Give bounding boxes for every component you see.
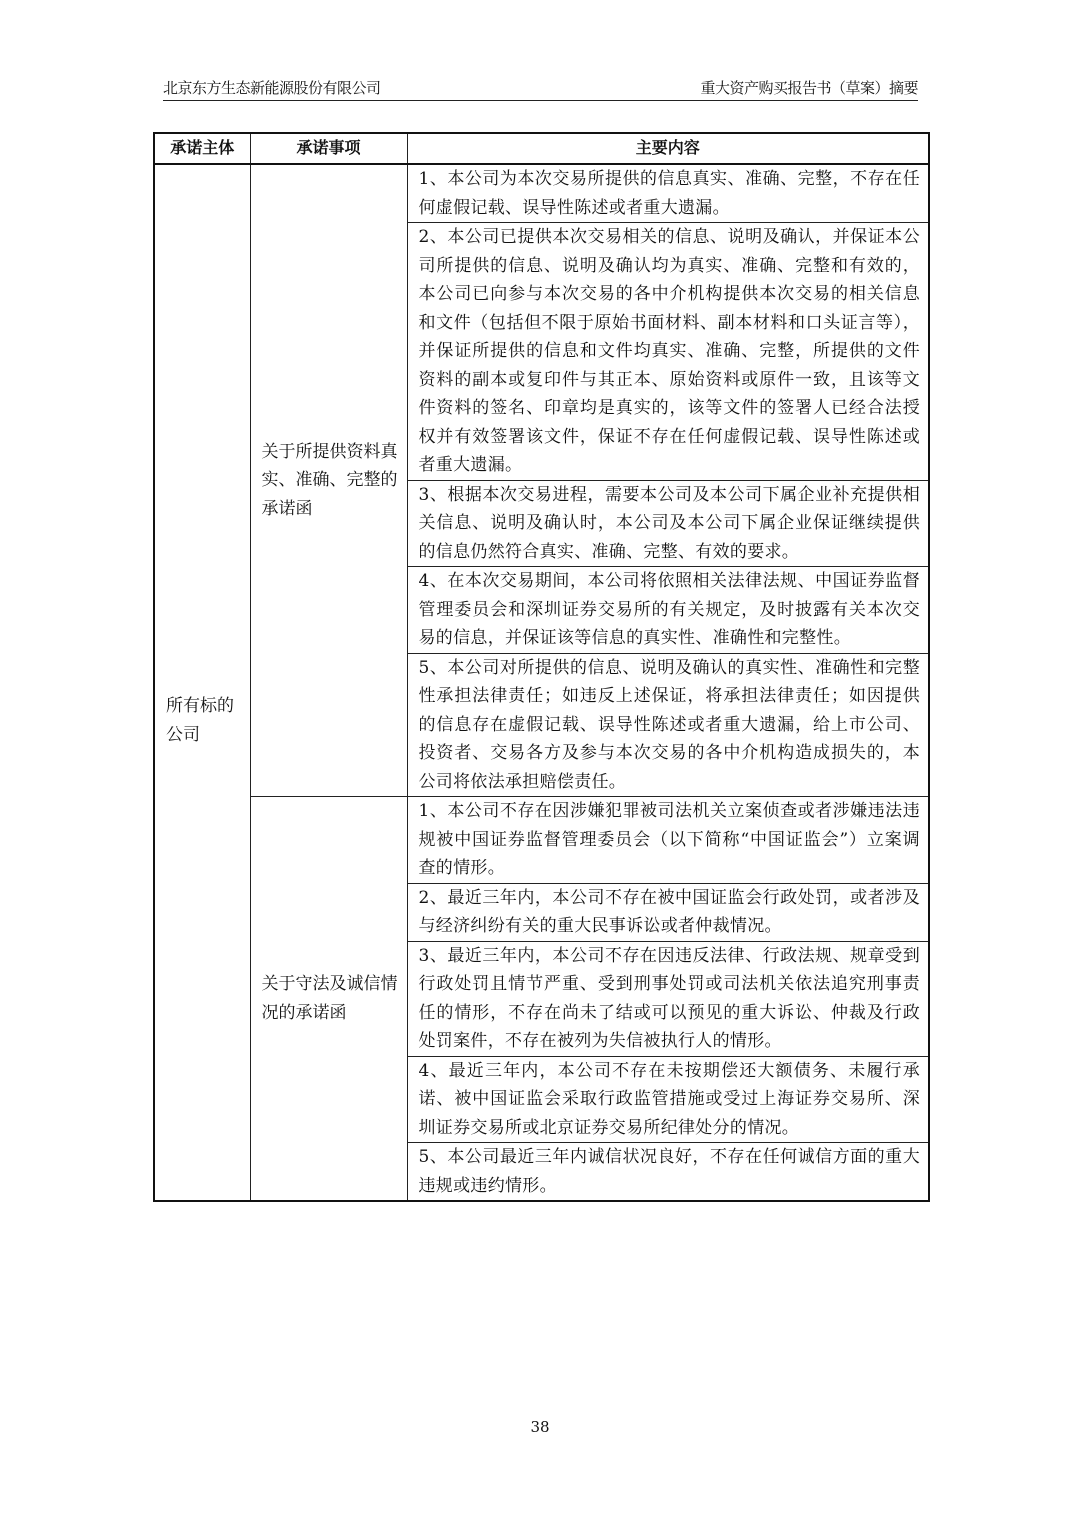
commitment-item-cell: 关于守法及诚信情况的承诺函 <box>250 797 407 1202</box>
content-cell: 2、最近三年内，本公司不存在被中国证监会行政处罚，或者涉及与经济纠纷有关的重大民事诉讼或者仲裁情况。 <box>407 883 929 941</box>
page-number: 38 <box>530 1418 550 1436</box>
header-company-name: 北京东方生态新能源股份有限公司 <box>163 79 381 97</box>
content-cell: 4、在本次交易期间，本公司将依照相关法律法规、中国证券监督管理委员会和深圳证券交易所的有关规定，及时披露有关本次交易的信息，并保证该等信息的真实性、准确性和完整性。 <box>407 567 929 654</box>
table-header-row <box>154 133 929 164</box>
content-cell: 3、最近三年内，本公司不存在因违反法律、行政法规、规章受到行政处罚且情节严重、受到刑事处罚或司法机关依法追究刑事责任的情形，不存在尚未了结或可以预见的重大诉讼、仲裁及行政处罚案件，不存在被列为失信被执行人的情形。 <box>407 941 929 1056</box>
page-header <box>163 78 918 101</box>
content-cell: 2、本公司已提供本次交易相关的信息、说明及确认，并保证本公司所提供的信息、说明及确认均为真实、准确、完整和有效的，本公司已向参与本次交易的各中介机构提供本次交易的相关信息和文件（包括但不限于原始书面材料、副本材料和口头证言等），并保证所提供的信息和文件均真实、准确、完整，所提供的文件资料的副本或复印件与其正本、原始资料或原件一致，且该等文件资料的签名、印章均是真实的，该等文件的签署人已经合法授权并有效签署该文件，保证不存在任何虚假记载、误导性陈述或者重大遗漏。 <box>407 223 929 481</box>
content-cell: 1、本公司不存在因涉嫌犯罪被司法机关立案侦查或者涉嫌违法违规被中国证券监督管理委员会（以下简称“中国证监会”）立案调查的情形。 <box>407 797 929 884</box>
content-cell: 4、最近三年内，本公司不存在未按期偿还大额债务、未履行承诺、被中国证监会采取行政监管措施或受过上海证券交易所、深圳证券交易所或北京证券交易所纪律处分的情况。 <box>407 1056 929 1143</box>
column-header-item: 承诺事项 <box>250 133 407 164</box>
commitment-item-cell: 关于所提供资料真实、准确、完整的承诺函 <box>250 164 407 797</box>
commitment-subject-cell: 所有标的公司 <box>154 164 250 1201</box>
header-document-title: 重大资产购买报告书（草案）摘要 <box>700 79 918 97</box>
table-row <box>154 797 929 884</box>
content-cell: 5、本公司对所提供的信息、说明及确认的真实性、准确性和完整性承担法律责任；如违反上述保证，将承担法律责任；如因提供的信息存在虚假记载、误导性陈述或者重大遗漏，给上市公司、投资者、交易各方及参与本次交易的各中介机构造成损失的，本公司将依法承担赔偿责任。 <box>407 653 929 797</box>
column-header-subject: 承诺主体 <box>154 133 250 164</box>
commitment-table <box>153 132 930 1202</box>
content-cell: 5、本公司最近三年内诚信状况良好，不存在任何诚信方面的重大违规或违约情形。 <box>407 1143 929 1202</box>
table-row <box>154 164 929 223</box>
column-header-content: 主要内容 <box>407 133 929 164</box>
content-cell: 3、根据本次交易进程，需要本公司及本公司下属企业补充提供相关信息、说明及确认时，本公司及本公司下属企业保证继续提供的信息仍然符合真实、准确、完整、有效的要求。 <box>407 480 929 567</box>
content-cell: 1、本公司为本次交易所提供的信息真实、准确、完整，不存在任何虚假记载、误导性陈述或者重大遗漏。 <box>407 164 929 223</box>
